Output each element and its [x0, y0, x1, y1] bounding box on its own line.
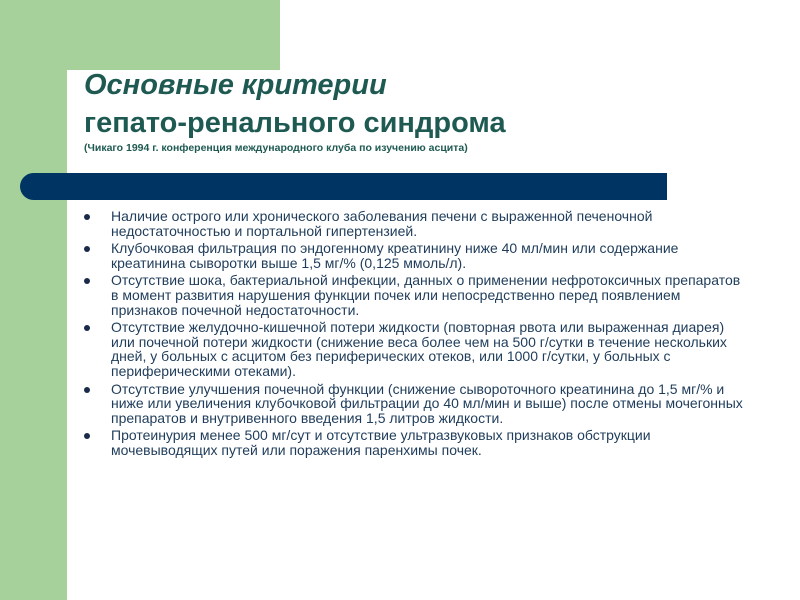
- list-item: [84, 320, 744, 378]
- bullet-dot-icon: [84, 246, 90, 252]
- green-vertical-band: [0, 0, 67, 600]
- criteria-list: [84, 209, 744, 461]
- list-item-text: Протеинурия менее 500 мг/сут и отсутствие ультразвуковых признаков обструкции мочевыводящих путей или поражения паренхимы почек.: [111, 427, 651, 458]
- list-item-text: Наличие острого или хронического заболевания печени с выраженной печеночной недостаточностью и портальной гипертензией.: [111, 208, 653, 239]
- green-top-band: [0, 0, 280, 70]
- divider-bar: [20, 173, 667, 200]
- bullet-dot-icon: [84, 433, 90, 439]
- list-item-text: Клубочковая фильтрация по эндогенному креатинину ниже 40 мл/мин или содержание креатинина сыворотки выше 1,5 мг/% (0,125 ммоль/л).: [111, 240, 679, 271]
- list-item: [84, 209, 744, 238]
- slide-title-line2: гепато-ренального синдрома: [84, 107, 506, 139]
- slide-title-line1: Основные критерии: [84, 69, 387, 101]
- bullet-dot-icon: [84, 278, 90, 284]
- slide-subtitle: (Чикаго 1994 г. конференция международного клуба по изучению асцита): [84, 142, 468, 154]
- bullet-dot-icon: [84, 387, 90, 393]
- list-item-text: Отсутствие улучшения почечной функции (снижение сывороточного креатинина до 1,5 мг/% и ниже или увеличения клубочковой фильтрации до 40 мл/мин и выше) после отмены мочегонных препаратов и внутривенного введения 1,5 литров жидкости.: [111, 380, 743, 426]
- list-item-text: Отсутствие желудочно-кишечной потери жидкости (повторная рвота или выраженная диарея) или почечной потери жидкости (снижение веса более чем на 500 г/сутки в течение нескольких дней, у больных с асцитом без периферических отеков, или 1000 г/сутки, у больных с периферическими отеками).: [111, 319, 727, 379]
- list-item-text: Отсутствие шока, бактериальной инфекции, данных о применении нефротоксичных препаратов в момент развития нарушения функции почек или непосредственно перед появлением признаков почечной недостаточности.: [111, 272, 741, 318]
- list-item: [84, 241, 744, 270]
- bullet-dot-icon: [84, 325, 90, 331]
- list-item: [84, 273, 744, 317]
- list-item: [84, 382, 744, 426]
- bullet-dot-icon: [84, 214, 90, 220]
- list-item: [84, 428, 744, 457]
